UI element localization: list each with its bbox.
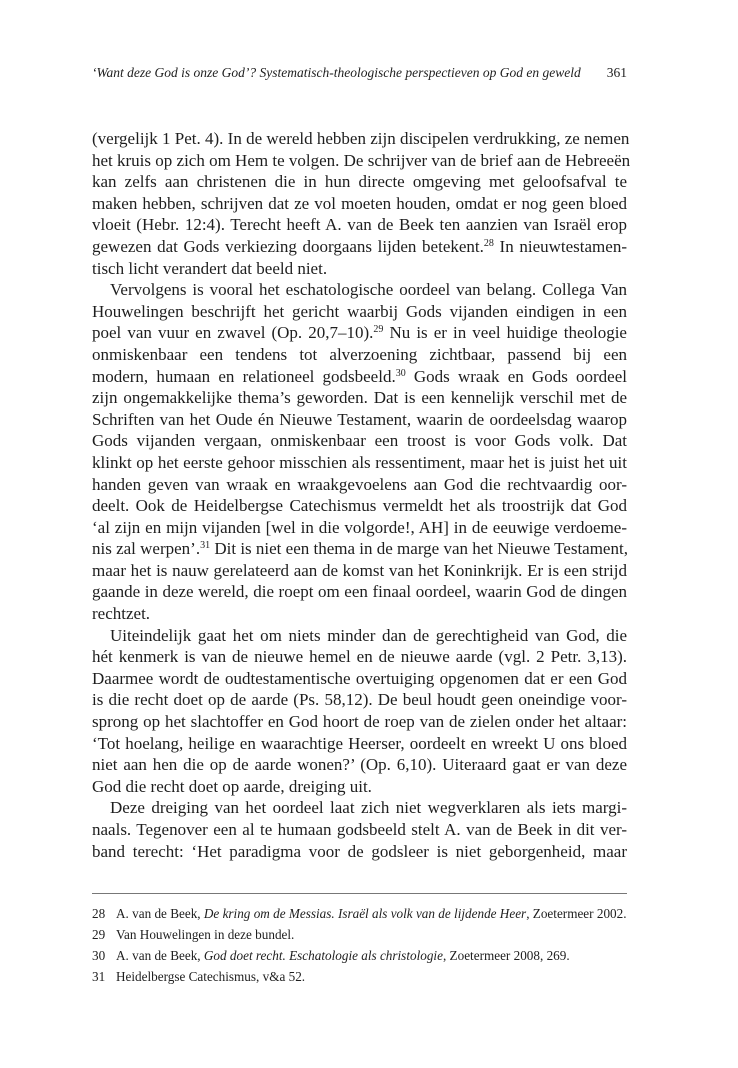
text-segment: Gods wraak en Gods oordeel xyxy=(405,366,627,386)
text-line xyxy=(92,236,627,258)
footnote-text: A. van de Beek, xyxy=(116,948,204,963)
text-line: deelt. Ook de Heidelbergse Catechismus vermeldt het als troostrijk dat God xyxy=(92,496,627,516)
text-line: Deze dreiging van het oordeel laat zich niet wegverklaren als iets margi- xyxy=(110,798,627,818)
text-line: God die recht doet op aarde, dreiging uit. xyxy=(92,776,372,796)
text-line xyxy=(92,366,627,388)
text-line: niet aan hen die op de aarde wonen?’ (Op. 6,10). Uiteraard gaat er van deze xyxy=(92,755,627,775)
text-line: kan zelfs aan christenen die in hun directe omgeving met geloofsafval te xyxy=(92,172,627,192)
text-line: Uiteindelijk gaat het om niets minder dan de gerechtigheid van God, die xyxy=(110,625,627,645)
text-line xyxy=(92,322,627,344)
footnote-ref-30[interactable]: 30 xyxy=(395,367,406,379)
text-line: maken hebben, schrijven dat ze vol moeten houden, omdat er nog geen bloed xyxy=(92,193,627,213)
footnote-separator xyxy=(92,893,627,894)
footnote-number: 28 xyxy=(92,906,106,921)
text-line: ‘Tot hoelang, heilige en waarachtige Heerser, oordeelt en wreekt U ons bloed xyxy=(92,733,627,753)
footnote-ref-31[interactable]: 31 xyxy=(200,540,211,552)
text-line: gaande in deze wereld, die roept om een finaal oordeel, waarin God de dingen xyxy=(92,582,627,602)
text-line: band terecht: ‘Het paradigma voor de godsleer is niet geborgenheid, maar xyxy=(92,841,627,861)
footnote-text: , Zoetermeer 2002. xyxy=(526,906,627,921)
text-segment: Dit is niet een thema in de marge van het Nieuwe Testament, xyxy=(210,539,628,559)
footnote-number: 29 xyxy=(92,927,106,942)
running-header xyxy=(92,64,627,84)
text-line: vloeit (Hebr. 12:4). Terecht heeft A. van de Beek ten aanzien van Israël erop xyxy=(92,215,627,235)
text-line: Gods vijanden vergaan, onmiskenbaar een troost is voor Gods volk. Dat xyxy=(92,431,627,451)
footnote-28 xyxy=(92,903,652,924)
footnote-ref-28[interactable]: 28 xyxy=(483,237,494,249)
text-line xyxy=(92,538,627,560)
text-line: maar het is nauw gerelateerd aan de komst van het Koninkrijk. Er is een strijd xyxy=(92,560,627,580)
text-line: rechtzet. xyxy=(92,604,151,624)
text-line: (vergelijk 1 Pet. 4). In de wereld hebben zijn discipelen verdrukking, ze nemen xyxy=(92,129,630,148)
text-line: tisch licht verandert dat beeld niet. xyxy=(92,258,328,278)
footnote-text: Van Houwelingen in deze bundel. xyxy=(116,927,295,942)
running-title: ‘Want deze God is onze God’? Systematisch-theologische perspectieven op God en geweld xyxy=(92,65,581,80)
footnote-text: A. van de Beek, xyxy=(116,906,204,921)
text-line: Schriften van het Oude én Nieuwe Testament, waarin de oordeelsdag waarop xyxy=(92,409,627,429)
text-line: naals. Tegenover een al te humaan godsbeeld stelt A. van de Beek in dit ver- xyxy=(92,820,627,839)
footnotes xyxy=(92,903,652,987)
text-line: Vervolgens is vooral het eschatologische oordeel van belang. Collega Van xyxy=(110,280,627,300)
footnote-31 xyxy=(92,966,652,987)
text-line: onmiskenbaar een tendens tot alverzoening zichtbaar, passend bij een xyxy=(92,344,627,364)
page-number: 361 xyxy=(606,65,627,80)
text-segment: poel van vuur en zwavel (Op. 20,7–10). xyxy=(92,323,374,343)
footnote-title: God doet recht. Eschatologie als christologie xyxy=(203,948,443,963)
footnote-30 xyxy=(92,945,652,966)
body-text xyxy=(92,128,631,862)
footnote-text: Heidelbergse Catechismus, v&a 52. xyxy=(116,969,306,984)
footnote-number: 31 xyxy=(92,969,106,984)
footnote-29 xyxy=(92,924,652,945)
text-line: is die recht doet op de aarde (Ps. 58,12). De beul houdt geen oneindige voor- xyxy=(92,690,627,710)
footnote-ref-29[interactable]: 29 xyxy=(373,324,384,336)
footnote-text: , Zoetermeer 2008, 269. xyxy=(442,948,570,963)
text-line: ‘al zijn en mijn vijanden [wel in die volgorde!, AH] in de eeuwige verdoeme- xyxy=(92,517,627,537)
text-line: zijn ongemakkelijke thema’s geworden. Dat is een kennelijk verschil met de xyxy=(92,388,627,408)
text-segment: nis zal werpen’. xyxy=(92,539,201,559)
text-line: het kruis op zich om Hem te volgen. De schrijver van de brief aan de Hebreeën xyxy=(92,150,631,170)
text-line: hét kenmerk is van de nieuwe hemel en de nieuwe aarde (vgl. 2 Petr. 3,13). xyxy=(92,647,627,667)
text-line: sprong op het slachtoffer en God hoort de roep van de zielen onder het altaar: xyxy=(92,712,627,732)
text-segment: modern, humaan en relationeel godsbeeld. xyxy=(92,366,396,386)
text-line: Daarmee wordt de oudtestamentische overtuiging opgenomen dat er een God xyxy=(92,668,627,688)
footnote-number: 30 xyxy=(92,948,106,963)
text-segment: Nu is er in veel huidige theologie xyxy=(383,323,627,343)
text-segment: In nieuwtestamen- xyxy=(493,236,627,256)
footnote-title: De kring om de Messias. Israël als volk van de lijdende Heer xyxy=(203,906,527,921)
text-line: handen geven van wraak en wraakgevoelens aan God die rechtvaardig oor- xyxy=(92,474,627,494)
text-line: klinkt op het eerste gehoor misschien als ressentiment, maar het is juist het uit xyxy=(92,452,627,472)
text-line: Houwelingen beschrijft het gericht waarbij Gods vijanden eindigen in een xyxy=(92,301,627,321)
text-segment: gewezen dat Gods verkiezing doorgaans lijden betekent. xyxy=(92,236,484,256)
